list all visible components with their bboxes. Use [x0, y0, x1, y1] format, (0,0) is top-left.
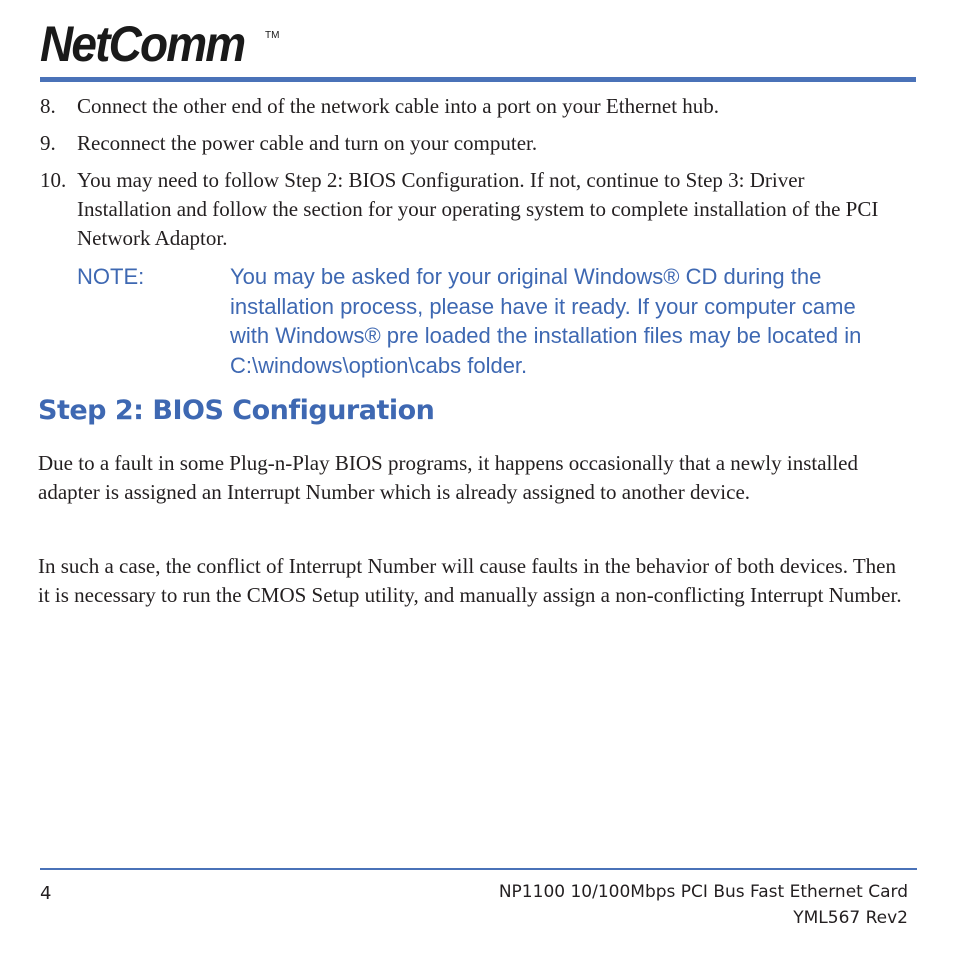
section-heading: Step 2: BIOS Configuration [38, 395, 435, 426]
list-item [40, 129, 880, 158]
list-item [40, 166, 880, 253]
paragraph: In such a case, the conflict of Interrupt Number will cause faults in the behavior of both devices. Then it is necessary to run the CMOS Setup utility, and manually assign a non-conflicting Interrupt Number. [38, 554, 902, 607]
paragraph: Due to a fault in some Plug-n-Play BIOS programs, it happens occasionally that a newly installed adapter is assigned an Interrupt Number which is already assigned to another device. [38, 451, 859, 504]
product-name: NP1100 10/100Mbps PCI Bus Fast Ethernet Card [498, 882, 908, 902]
footer-info [499, 879, 908, 931]
note-label: NOTE: [77, 264, 145, 289]
trademark-symbol: TM [265, 30, 280, 41]
step-text: Reconnect the power cable and turn on your computer. [77, 131, 538, 155]
list-item [40, 92, 880, 121]
revision-code: YML567 Rev2 [793, 908, 908, 928]
netcomm-logo: NetComm [40, 16, 245, 72]
step-number: 9. [40, 131, 56, 155]
footer-rule [40, 868, 917, 870]
page-number: 4 [40, 883, 52, 904]
step-number: 8. [40, 94, 56, 118]
step-text: Connect the other end of the network cable into a port on your Ethernet hub. [77, 94, 720, 118]
note-block [77, 262, 897, 380]
header-rule [40, 77, 916, 82]
step-text: You may need to follow Step 2: BIOS Configuration. If not, continue to Step 3: Driver Installation and follow the section for your operating system to complete installation of the PCI Network Adaptor. [77, 168, 879, 250]
note-text: You may be asked for your original Windows® CD during the installation process, please have it ready. If your computer came with Windows® pre loaded the installation files may be located in C:\windows\option\cabs folder. [230, 264, 862, 378]
step-number: 10. [40, 168, 67, 192]
